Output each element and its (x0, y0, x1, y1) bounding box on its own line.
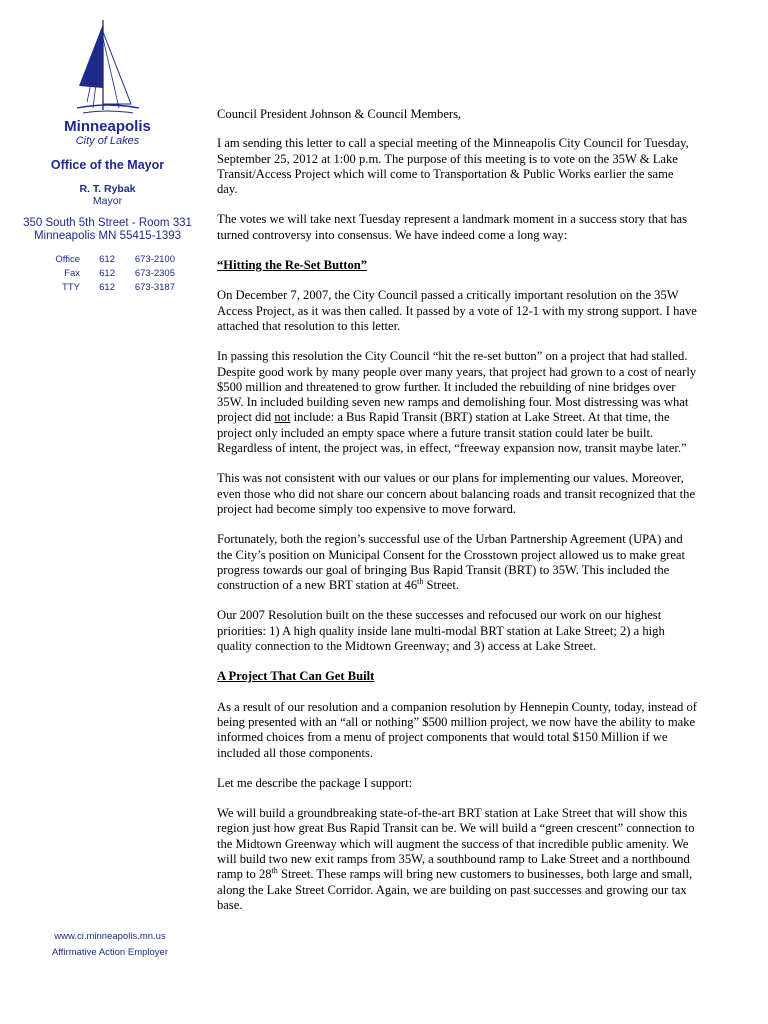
mayor-title: Mayor (92, 195, 123, 207)
paragraph-2: The votes we will take next Tuesday represent a landmark moment in a success story that has turned controversy into consensus. We have indeed come a long way: (217, 212, 688, 242)
address (20, 217, 195, 243)
mayor-name: R. T. Rybak (79, 183, 136, 195)
contact-area-code: 612 (99, 254, 115, 265)
contact-number: 673-2100 (134, 254, 175, 265)
contact-area-code: 612 (99, 268, 115, 279)
paragraph-4 (217, 349, 697, 456)
contact-label: Fax (64, 268, 80, 279)
paragraph-6-part-a: Fortunately, both the region’s successful use of the Urban Partnership Agreement (UPA) and the City’s position on Municipal Consent for the Crosstown project allowed us to make great progress towards our goal of bringing Bus Rapid Transit (BRT) to 35W. This included the construction of a new BRT station at 46 (217, 532, 685, 593)
contact-label: Office (55, 254, 80, 265)
paragraph-4-part-b: include: a Bus Rapid Transit (BRT) station at Lake Street. At that time, the project only included an empty space where a future transit station could later be built. Regardless of intent, the project was, in effect, “freeway expansion now, transit maybe later.” (217, 410, 687, 456)
website-link[interactable]: www.ci.minneapolis.mn.us (54, 931, 166, 942)
section-heading-project: A Project That Can Get Built (217, 669, 375, 684)
paragraph-6 (217, 532, 697, 593)
paragraph-6-part-b: Street. (423, 578, 460, 593)
paragraph-8: As a result of our resolution and a companion resolution by Hennepin County, today, instead of being presented with an “all or nothing” $500 million project, we now have the ability to make informed choices from a menu of project components that would total $150 Million if we included all those components. (217, 699, 697, 760)
paragraph-10-part-b: Street. These ramps will bring new customers to businesses, both large and small, along the Lake Street Corridor. Again, we are building on past successes and growing our tax base. (217, 867, 693, 912)
paragraph-10-part-a: We will build a groundbreaking state-of-the-art BRT station at Lake Street that will show this region just how great Bus Rapid Transit can be. We will build a “green crescent” connection to the Midtown Greenway which will augment the success of that incredible public amenity. We will build two new exit ramps from 35W, a southbound ramp to Lake Street and a northbound ramp to 28 (217, 806, 695, 882)
letter-body (217, 107, 697, 928)
contact-list (20, 253, 195, 295)
paragraph-3: On December 7, 2007, the City Council passed a critically important resolution on the 35W Access Project, as it was then called. It passed by a vote of 12-1 with my strong support. I have attached that resolution to this letter. (217, 288, 697, 333)
city-name: Minneapolis (64, 118, 151, 135)
address-line-2: Minneapolis MN 55415-1393 (33, 230, 182, 242)
paragraph-4-part-a: In passing this resolution the City Council “hit the re-set button” on a project that had stalled. Despite good work by many people over many years, that project had grown to a cost of nearly $500 million and threatened to grow further. It included the rebuilding of nine bridges over 35W. In included building seven new ramps and demolishing four. Most distressing was what project did (217, 349, 697, 425)
salutation: Council President Johnson & Council Members, (217, 107, 462, 121)
contact-row (20, 253, 195, 267)
paragraph-7: Our 2007 Resolution built on the these successes and refocused our work on our highest priorities: 1) A high quality inside lane multi-modal BRT station at Lake Street; 2) a high quality connection to the Midtown Greenway; and 3) access at Lake Street. (217, 608, 665, 654)
paragraph-5: This was not consistent with our values or our plans for implementing our values. Moreover, even those who did not share our concern about balancing roads and transit recognized that the project had become simply too expensive to move forward. (217, 471, 696, 516)
letterhead (20, 18, 195, 295)
emphasis-not: not (274, 410, 291, 425)
superscript-th: th (271, 866, 278, 876)
contact-number: 673-3187 (134, 282, 175, 293)
section-heading-reset: “Hitting the Re-Set Button” (217, 258, 368, 273)
paragraph-9: Let me describe the package I support: (217, 775, 413, 790)
superscript-th: th (417, 576, 424, 586)
letterhead-footer (20, 929, 200, 961)
contact-label: TTY (62, 282, 80, 293)
contact-row (20, 267, 195, 281)
paragraph-10 (217, 806, 697, 913)
office-title: Office of the Mayor (50, 158, 165, 172)
contact-area-code: 612 (99, 282, 115, 293)
employer-note: Affirmative Action Employer (52, 947, 168, 958)
sailboat-logo-icon (73, 18, 143, 118)
contact-row (20, 281, 195, 295)
city-tagline: City of Lakes (75, 135, 140, 147)
address-line-1: 350 South 5th Street - Room 331 (23, 217, 192, 229)
paragraph-1: I am sending this letter to call a special meeting of the Minneapolis City Council for Tuesday, September 25, 2012 at 1:00 p.m. The purpose of this meeting is to vote on the 35W & Lake Transit/Access Project which will come to Transportation & Public Works earlier the same day. (217, 136, 689, 197)
contact-number: 673-2305 (134, 268, 175, 279)
